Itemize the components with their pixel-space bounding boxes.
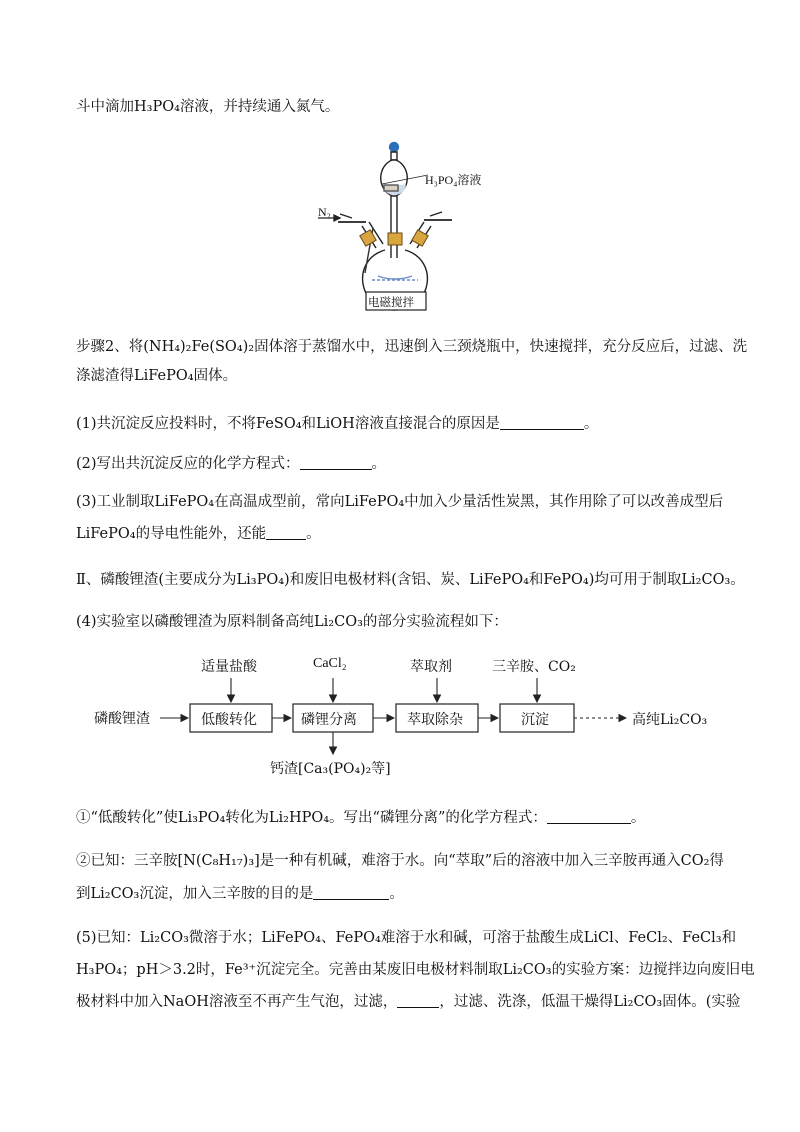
- question-4-2-line1: ②已知：三辛胺[N(C₈H₁₇)₃]是一种有机碱，难溶于水。向“萃取”后的溶液中加入三辛胺再通入CO₂得: [76, 853, 724, 869]
- question-1: (1)共沉淀反应投料时，不将FeSO₄和LiOH溶液直接混合的原因是 。: [76, 416, 599, 432]
- question-3-text: LiFePO₄的导电性能外，还能: [76, 526, 267, 542]
- question-4-1-text: ①“低酸转化”使Li₃PO₄转化为Li₂HPO₄。写出“磷锂分离”的化学方程式：: [76, 810, 547, 826]
- gas-inlet: [318, 175, 428, 221]
- question-5-line2: H₃PO₄；pH＞3.2时，Fe³⁺沉淀完全。完善由某废旧电极材料制取Li₂CO₃的实验方案：边搅拌边向废旧电: [76, 962, 755, 978]
- answer-blank-1[interactable]: [500, 415, 584, 430]
- question-4-2-line2: 到Li₂CO₃沉淀，加入三辛胺的目的是 。: [76, 886, 404, 902]
- flow-input-4: 三辛胺、CO₂: [492, 659, 576, 675]
- question-5-text-a: 极材料中加入NaOH溶液至不再产生气泡，过滤，: [76, 994, 398, 1010]
- flow-box-3-label: 萃取除杂: [407, 712, 463, 728]
- question-5-text-b: ，过滤、洗涤，低温干燥得Li₂CO₃固体。(实验: [439, 994, 741, 1010]
- question-1-text: (1)共沉淀反应投料时，不将FeSO₄和LiOH溶液直接混合的原因是: [76, 416, 500, 432]
- answer-blank-3[interactable]: [266, 525, 306, 540]
- flow-byproduct: 钙渣[Ca₃(PO₄)₂等]: [270, 761, 391, 777]
- step2-line2: 涤滤渣得LiFePO₄固体。: [76, 368, 238, 384]
- label-gas: N₂: [318, 205, 331, 219]
- question-2: (2)写出共沉淀反应的化学方程式： 。: [76, 456, 387, 472]
- question-5-line3: [76, 992, 740, 1012]
- flow-end: 高纯Li₂CO₃: [632, 712, 708, 728]
- funnel-stopper: [390, 143, 399, 152]
- part-2-intro: Ⅱ、磷酸锂渣(主要成分为Li₃PO₄)和废旧电极材料(含铝、炭、LiFePO₄和FePO₄)均可用于制取Li₂CO₃。: [76, 572, 745, 588]
- answer-blank-5[interactable]: [397, 993, 439, 1008]
- flow-input-1: 适量盐酸: [201, 659, 257, 675]
- question-3-line2: LiFePO₄的导电性能外，还能 。: [76, 526, 321, 542]
- stoppers: [360, 230, 428, 246]
- text-line-top: 斗中滴加H₃PO₄溶液，并持续通入氮气。: [76, 99, 340, 115]
- question-4-1: ①“低酸转化”使Li₃PO₄转化为Li₂HPO₄。写出“磷锂分离”的化学方程式： 。: [76, 810, 646, 826]
- question-4: (4)实验室以磷酸锂渣为原料制备高纯Li₂CO₃的部分实验流程如下：: [76, 614, 508, 630]
- flow-input-3: 萃取剂: [410, 659, 452, 675]
- label-acid: H₃PO₄溶液: [425, 173, 482, 187]
- step2-line1: 步骤2、将(NH₄)₂Fe(SO₄)₂固体溶于蒸馏水中，迅速倒入三颈烧瓶中，快速搅拌，充分反应后，过滤、洗: [76, 339, 748, 355]
- answer-blank-2[interactable]: [300, 455, 372, 470]
- answer-blank-4-1[interactable]: [547, 809, 631, 824]
- flow-input-2: CaCl₂: [313, 656, 347, 671]
- answer-blank-4-2[interactable]: [313, 885, 389, 900]
- flow-box-2-label: 磷锂分离: [301, 712, 357, 728]
- question-3-line1: (3)工业制取LiFePO₄在高温成型前，常向LiFePO₄中加入少量活性炭黑，其作用除了可以改善成型后: [76, 494, 724, 510]
- apparatus-figure: [0, 130, 800, 450]
- question-2-text: (2)写出共沉淀反应的化学方程式：: [76, 456, 300, 472]
- flow-box-4-label: 沉淀: [521, 712, 549, 728]
- flow-box-1-label: 低酸转化: [201, 712, 257, 728]
- flow-start: 磷酸锂渣: [94, 711, 150, 727]
- question-4-2-text: 到Li₂CO₃沉淀，加入三辛胺的目的是: [76, 886, 314, 902]
- label-stir: 电磁搅拌: [368, 295, 414, 309]
- question-5-line1: (5)已知：Li₂CO₃微溶于水；LiFePO₄、FePO₄难溶于水和碱，可溶于盐酸生成LiCl、FeCl₂、FeCl₃和: [76, 930, 737, 946]
